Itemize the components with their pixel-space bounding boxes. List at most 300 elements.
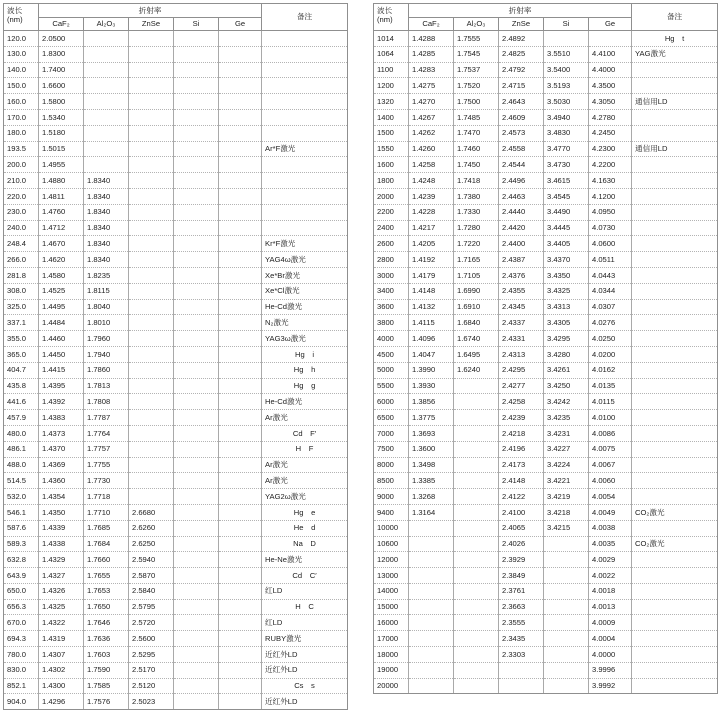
wavelength-cell: 180.0 bbox=[4, 125, 39, 141]
table-row bbox=[4, 315, 348, 331]
caf2-cell: 1.4415 bbox=[39, 362, 84, 378]
ge-cell: 4.1200 bbox=[589, 188, 632, 204]
si-cell bbox=[174, 188, 219, 204]
wavelength-cell: 12000 bbox=[374, 552, 409, 568]
table-row bbox=[4, 283, 348, 299]
caf2-cell: 1.4047 bbox=[409, 346, 454, 362]
table-row bbox=[4, 362, 348, 378]
caf2-cell: 1.4283 bbox=[409, 62, 454, 78]
ge-cell: 4.0950 bbox=[589, 204, 632, 220]
wavelength-cell: 1500 bbox=[374, 125, 409, 141]
table-row bbox=[4, 394, 348, 410]
ge-cell bbox=[219, 678, 262, 694]
note-cell: 近红外LD bbox=[262, 647, 348, 663]
ge-cell bbox=[219, 457, 262, 473]
si-cell bbox=[174, 346, 219, 362]
ge-cell: 4.0009 bbox=[589, 615, 632, 631]
note-cell: Cs s bbox=[262, 678, 348, 694]
caf2-cell: 1.5800 bbox=[39, 94, 84, 110]
ge-cell: 4.0075 bbox=[589, 441, 632, 457]
note-cell bbox=[632, 204, 718, 220]
wavelength-cell: 1400 bbox=[374, 109, 409, 125]
al2o3-cell bbox=[454, 536, 499, 552]
caf2-cell: 1.4296 bbox=[39, 694, 84, 710]
note-cell bbox=[632, 631, 718, 647]
note-cell: YAG4ω激光 bbox=[262, 252, 348, 268]
caf2-cell: 2.0500 bbox=[39, 31, 84, 47]
wavelength-cell: 210.0 bbox=[4, 173, 39, 189]
wavelength-cell: 120.0 bbox=[4, 31, 39, 47]
note-cell bbox=[262, 173, 348, 189]
si-cell: 3.4405 bbox=[544, 236, 589, 252]
al2o3-cell: 1.8340 bbox=[84, 188, 129, 204]
caf2-cell: 1.4192 bbox=[409, 252, 454, 268]
ge-cell bbox=[219, 346, 262, 362]
si-cell: 3.4770 bbox=[544, 141, 589, 157]
wavelength-cell: 14000 bbox=[374, 583, 409, 599]
znse-cell bbox=[129, 204, 174, 220]
znse-cell bbox=[129, 78, 174, 94]
note-cell bbox=[632, 125, 718, 141]
wavelength-cell: 1320 bbox=[374, 94, 409, 110]
si-cell bbox=[174, 694, 219, 710]
wavelength-cell: 230.0 bbox=[4, 204, 39, 220]
al2o3-cell bbox=[454, 647, 499, 663]
si-cell bbox=[174, 631, 219, 647]
caf2-cell: 1.3930 bbox=[409, 378, 454, 394]
al2o3-cell: 1.7165 bbox=[454, 252, 499, 268]
wavelength-cell: 140.0 bbox=[4, 62, 39, 78]
table-row bbox=[4, 78, 348, 94]
si-cell: 3.4350 bbox=[544, 267, 589, 283]
al2o3-cell: 1.6495 bbox=[454, 346, 499, 362]
ge-cell bbox=[219, 94, 262, 110]
note-cell: N₂激光 bbox=[262, 315, 348, 331]
table-row bbox=[374, 662, 718, 678]
znse-cell: 2.4100 bbox=[499, 504, 544, 520]
si-cell bbox=[174, 331, 219, 347]
wavelength-cell: 3800 bbox=[374, 315, 409, 331]
ge-cell: 4.0600 bbox=[589, 236, 632, 252]
ge-cell bbox=[219, 125, 262, 141]
caf2-cell: 1.4373 bbox=[39, 425, 84, 441]
ge-cell: 4.0067 bbox=[589, 457, 632, 473]
al2o3-cell: 1.7330 bbox=[454, 204, 499, 220]
si-cell bbox=[174, 141, 219, 157]
al2o3-cell: 1.7660 bbox=[84, 552, 129, 568]
si-cell: 3.4219 bbox=[544, 489, 589, 505]
note-cell bbox=[632, 62, 718, 78]
note-cell bbox=[262, 220, 348, 236]
znse-cell bbox=[129, 125, 174, 141]
note-cell: Cd F′ bbox=[262, 425, 348, 441]
si-cell: 3.4325 bbox=[544, 283, 589, 299]
ge-cell: 4.0511 bbox=[589, 252, 632, 268]
table-row bbox=[4, 457, 348, 473]
table-row bbox=[4, 204, 348, 220]
note-cell bbox=[632, 267, 718, 283]
znse-cell: 2.4277 bbox=[499, 378, 544, 394]
ge-cell: 4.0022 bbox=[589, 568, 632, 584]
note-cell: Kr*F激光 bbox=[262, 236, 348, 252]
wavelength-cell: 8500 bbox=[374, 473, 409, 489]
znse-cell bbox=[129, 283, 174, 299]
znse-cell: 2.4331 bbox=[499, 331, 544, 347]
table-row bbox=[374, 46, 718, 62]
wavelength-cell: 266.0 bbox=[4, 252, 39, 268]
ge-cell bbox=[219, 473, 262, 489]
table-row bbox=[374, 425, 718, 441]
table-row bbox=[4, 425, 348, 441]
ge-cell bbox=[589, 31, 632, 47]
table-row bbox=[4, 46, 348, 62]
note-cell bbox=[632, 252, 718, 268]
znse-cell bbox=[129, 173, 174, 189]
wavelength-label: 波长 bbox=[377, 6, 393, 15]
al2o3-cell bbox=[454, 378, 499, 394]
si-cell bbox=[544, 599, 589, 615]
wavelength-cell: 830.0 bbox=[4, 662, 39, 678]
znse-cell: 2.5795 bbox=[129, 599, 174, 615]
znse-cell: 2.4643 bbox=[499, 94, 544, 110]
note-cell: Ar*F激光 bbox=[262, 141, 348, 157]
wavelength-cell: 546.1 bbox=[4, 504, 39, 520]
si-cell bbox=[174, 252, 219, 268]
si-cell: 3.4305 bbox=[544, 315, 589, 331]
wavelength-cell: 10000 bbox=[374, 520, 409, 536]
caf2-cell: 1.4307 bbox=[39, 647, 84, 663]
wavelength-cell: 852.1 bbox=[4, 678, 39, 694]
si-cell bbox=[174, 599, 219, 615]
table-row bbox=[374, 631, 718, 647]
material-header-caf2: CaF₂ bbox=[39, 18, 84, 31]
al2o3-cell: 1.7537 bbox=[454, 62, 499, 78]
al2o3-cell: 1.7755 bbox=[84, 457, 129, 473]
caf2-cell bbox=[409, 583, 454, 599]
caf2-cell: 1.4096 bbox=[409, 331, 454, 347]
ge-cell: 4.2450 bbox=[589, 125, 632, 141]
ge-cell bbox=[219, 583, 262, 599]
al2o3-cell: 1.7730 bbox=[84, 473, 129, 489]
table-body-left bbox=[4, 31, 348, 710]
caf2-cell bbox=[409, 536, 454, 552]
wavelength-cell: 308.0 bbox=[4, 283, 39, 299]
material-header-si: Si bbox=[544, 18, 589, 31]
si-cell bbox=[544, 678, 589, 694]
al2o3-cell: 1.8340 bbox=[84, 173, 129, 189]
note-cell: 通信用LD bbox=[632, 94, 718, 110]
ge-cell bbox=[219, 62, 262, 78]
note-cell bbox=[632, 362, 718, 378]
note-cell: 近红外LD bbox=[262, 662, 348, 678]
caf2-cell: 1.4525 bbox=[39, 283, 84, 299]
si-cell bbox=[544, 568, 589, 584]
wavelength-cell: 587.6 bbox=[4, 520, 39, 536]
caf2-cell: 1.4484 bbox=[39, 315, 84, 331]
si-cell bbox=[174, 394, 219, 410]
znse-cell: 2.4345 bbox=[499, 299, 544, 315]
wavelength-cell: 480.0 bbox=[4, 425, 39, 441]
note-cell: H F bbox=[262, 441, 348, 457]
note-cell: CO₂激光 bbox=[632, 504, 718, 520]
table-row bbox=[4, 615, 348, 631]
ge-cell bbox=[219, 299, 262, 315]
ge-cell: 4.2780 bbox=[589, 109, 632, 125]
si-cell: 3.4313 bbox=[544, 299, 589, 315]
al2o3-cell: 1.7590 bbox=[84, 662, 129, 678]
ge-cell: 4.0013 bbox=[589, 599, 632, 615]
znse-cell bbox=[499, 662, 544, 678]
znse-cell: 2.3435 bbox=[499, 631, 544, 647]
ge-cell bbox=[219, 157, 262, 173]
znse-cell: 2.4026 bbox=[499, 536, 544, 552]
caf2-cell: 1.4239 bbox=[409, 188, 454, 204]
material-header-al2o3: Al₂O₃ bbox=[454, 18, 499, 31]
notes-header: 备注 bbox=[632, 4, 718, 31]
si-cell: 3.4615 bbox=[544, 173, 589, 189]
wavelength-cell: 5000 bbox=[374, 362, 409, 378]
si-cell bbox=[174, 441, 219, 457]
ge-cell: 4.0060 bbox=[589, 473, 632, 489]
znse-cell: 2.4440 bbox=[499, 204, 544, 220]
table-row bbox=[374, 346, 718, 362]
caf2-cell: 1.5015 bbox=[39, 141, 84, 157]
wavelength-cell: 150.0 bbox=[4, 78, 39, 94]
al2o3-cell: 1.7485 bbox=[454, 109, 499, 125]
note-cell bbox=[262, 125, 348, 141]
al2o3-cell: 1.7653 bbox=[84, 583, 129, 599]
al2o3-cell bbox=[84, 109, 129, 125]
note-cell: YAG3ω激光 bbox=[262, 331, 348, 347]
wavelength-cell: 2600 bbox=[374, 236, 409, 252]
si-cell bbox=[174, 362, 219, 378]
table-row bbox=[374, 267, 718, 283]
si-cell bbox=[174, 267, 219, 283]
si-cell bbox=[174, 457, 219, 473]
al2o3-cell bbox=[454, 520, 499, 536]
note-cell bbox=[632, 425, 718, 441]
al2o3-cell: 1.6990 bbox=[454, 283, 499, 299]
table-row bbox=[4, 410, 348, 426]
znse-cell: 2.5720 bbox=[129, 615, 174, 631]
note-cell bbox=[632, 157, 718, 173]
al2o3-cell: 1.7418 bbox=[454, 173, 499, 189]
wavelength-cell: 6000 bbox=[374, 394, 409, 410]
znse-cell bbox=[129, 94, 174, 110]
table-row bbox=[4, 331, 348, 347]
si-cell bbox=[174, 489, 219, 505]
table-row bbox=[374, 568, 718, 584]
znse-cell bbox=[129, 362, 174, 378]
caf2-cell: 1.4327 bbox=[39, 568, 84, 584]
znse-cell: 2.4609 bbox=[499, 109, 544, 125]
refractive-index-header: 折射率 bbox=[39, 4, 262, 18]
note-cell bbox=[262, 94, 348, 110]
si-cell bbox=[174, 536, 219, 552]
znse-cell bbox=[129, 252, 174, 268]
ge-cell bbox=[219, 252, 262, 268]
caf2-cell: 1.3693 bbox=[409, 425, 454, 441]
wavelength-unit: (nm) bbox=[377, 15, 393, 25]
caf2-cell bbox=[409, 568, 454, 584]
ge-cell bbox=[219, 204, 262, 220]
znse-cell: 2.3663 bbox=[499, 599, 544, 615]
znse-cell bbox=[129, 331, 174, 347]
znse-cell bbox=[129, 394, 174, 410]
si-cell bbox=[174, 78, 219, 94]
si-cell bbox=[544, 552, 589, 568]
si-cell: 3.4227 bbox=[544, 441, 589, 457]
ge-cell: 4.4100 bbox=[589, 46, 632, 62]
caf2-cell: 1.8300 bbox=[39, 46, 84, 62]
ge-cell bbox=[219, 694, 262, 710]
table-row bbox=[374, 520, 718, 536]
si-cell bbox=[174, 204, 219, 220]
table-row bbox=[374, 647, 718, 663]
material-header-caf2: CaF₂ bbox=[409, 18, 454, 31]
al2o3-cell: 1.7860 bbox=[84, 362, 129, 378]
ge-cell bbox=[219, 504, 262, 520]
si-cell: 3.4221 bbox=[544, 473, 589, 489]
al2o3-cell: 1.7585 bbox=[84, 678, 129, 694]
table-row bbox=[4, 378, 348, 394]
caf2-cell bbox=[409, 615, 454, 631]
table-row bbox=[4, 188, 348, 204]
wavelength-cell: 632.8 bbox=[4, 552, 39, 568]
znse-cell: 2.3555 bbox=[499, 615, 544, 631]
al2o3-cell: 1.8340 bbox=[84, 252, 129, 268]
table-row bbox=[4, 299, 348, 315]
note-cell bbox=[632, 315, 718, 331]
table-row bbox=[4, 489, 348, 505]
ge-cell: 4.0035 bbox=[589, 536, 632, 552]
al2o3-cell: 1.7718 bbox=[84, 489, 129, 505]
znse-cell bbox=[129, 188, 174, 204]
wavelength-cell: 130.0 bbox=[4, 46, 39, 62]
ge-cell: 4.0344 bbox=[589, 283, 632, 299]
al2o3-cell: 1.7470 bbox=[454, 125, 499, 141]
note-cell bbox=[632, 473, 718, 489]
al2o3-cell bbox=[454, 473, 499, 489]
wavelength-cell: 904.0 bbox=[4, 694, 39, 710]
si-cell bbox=[174, 315, 219, 331]
caf2-cell: 1.4460 bbox=[39, 331, 84, 347]
table-row bbox=[4, 568, 348, 584]
caf2-cell: 1.4360 bbox=[39, 473, 84, 489]
znse-cell: 2.4239 bbox=[499, 410, 544, 426]
si-cell: 3.4295 bbox=[544, 331, 589, 347]
znse-cell: 2.4122 bbox=[499, 489, 544, 505]
ge-cell: 4.0018 bbox=[589, 583, 632, 599]
table-row bbox=[374, 220, 718, 236]
znse-cell: 2.3849 bbox=[499, 568, 544, 584]
table-row bbox=[374, 315, 718, 331]
note-cell: He d bbox=[262, 520, 348, 536]
table-row bbox=[374, 94, 718, 110]
table-row bbox=[374, 252, 718, 268]
znse-cell: 2.4463 bbox=[499, 188, 544, 204]
table-row bbox=[4, 62, 348, 78]
si-cell bbox=[174, 157, 219, 173]
note-cell: 红LD bbox=[262, 583, 348, 599]
note-cell bbox=[632, 583, 718, 599]
caf2-cell: 1.4369 bbox=[39, 457, 84, 473]
caf2-cell: 1.4270 bbox=[409, 94, 454, 110]
note-cell bbox=[262, 157, 348, 173]
wavelength-unit: (nm) bbox=[7, 15, 23, 25]
note-cell bbox=[632, 489, 718, 505]
al2o3-cell: 1.7105 bbox=[454, 267, 499, 283]
wavelength-cell: 6500 bbox=[374, 410, 409, 426]
wavelength-cell: 1600 bbox=[374, 157, 409, 173]
wavelength-cell: 435.8 bbox=[4, 378, 39, 394]
al2o3-cell: 1.6240 bbox=[454, 362, 499, 378]
al2o3-cell: 1.8115 bbox=[84, 283, 129, 299]
ge-cell: 4.0038 bbox=[589, 520, 632, 536]
znse-cell bbox=[129, 109, 174, 125]
note-cell: Xe*Br激光 bbox=[262, 267, 348, 283]
znse-cell bbox=[129, 378, 174, 394]
ge-cell: 4.0307 bbox=[589, 299, 632, 315]
si-cell bbox=[174, 236, 219, 252]
ge-cell: 4.3050 bbox=[589, 94, 632, 110]
note-cell bbox=[262, 62, 348, 78]
note-cell bbox=[262, 204, 348, 220]
wavelength-cell: 160.0 bbox=[4, 94, 39, 110]
znse-cell: 2.4496 bbox=[499, 173, 544, 189]
note-cell: Ar激光 bbox=[262, 457, 348, 473]
si-cell bbox=[174, 94, 219, 110]
caf2-cell: 1.4495 bbox=[39, 299, 84, 315]
wavelength-cell: 19000 bbox=[374, 662, 409, 678]
caf2-cell: 1.4329 bbox=[39, 552, 84, 568]
table-row bbox=[374, 362, 718, 378]
ge-cell: 4.0200 bbox=[589, 346, 632, 362]
al2o3-cell: 1.7813 bbox=[84, 378, 129, 394]
ge-cell bbox=[219, 331, 262, 347]
caf2-cell: 1.4370 bbox=[39, 441, 84, 457]
si-cell bbox=[174, 125, 219, 141]
znse-cell bbox=[129, 141, 174, 157]
table-row bbox=[374, 331, 718, 347]
ge-cell: 4.2200 bbox=[589, 157, 632, 173]
ge-cell bbox=[219, 615, 262, 631]
ge-cell: 4.0054 bbox=[589, 489, 632, 505]
refractive-index-header: 折射率 bbox=[409, 4, 632, 18]
si-cell bbox=[174, 62, 219, 78]
caf2-cell: 1.4338 bbox=[39, 536, 84, 552]
al2o3-cell bbox=[454, 583, 499, 599]
si-cell bbox=[174, 410, 219, 426]
znse-cell: 2.4825 bbox=[499, 46, 544, 62]
ge-cell: 3.9996 bbox=[589, 662, 632, 678]
znse-cell: 2.4258 bbox=[499, 394, 544, 410]
si-cell: 3.4231 bbox=[544, 425, 589, 441]
al2o3-cell: 1.7655 bbox=[84, 568, 129, 584]
ge-cell: 4.3500 bbox=[589, 78, 632, 94]
ge-cell bbox=[219, 662, 262, 678]
caf2-cell: 1.4760 bbox=[39, 204, 84, 220]
si-cell: 3.5400 bbox=[544, 62, 589, 78]
ge-cell bbox=[219, 489, 262, 505]
si-cell bbox=[544, 31, 589, 47]
znse-cell: 2.5600 bbox=[129, 631, 174, 647]
ge-cell: 4.0443 bbox=[589, 267, 632, 283]
al2o3-cell: 1.7555 bbox=[454, 31, 499, 47]
table-row bbox=[374, 441, 718, 457]
znse-cell: 2.6250 bbox=[129, 536, 174, 552]
ge-cell bbox=[219, 394, 262, 410]
